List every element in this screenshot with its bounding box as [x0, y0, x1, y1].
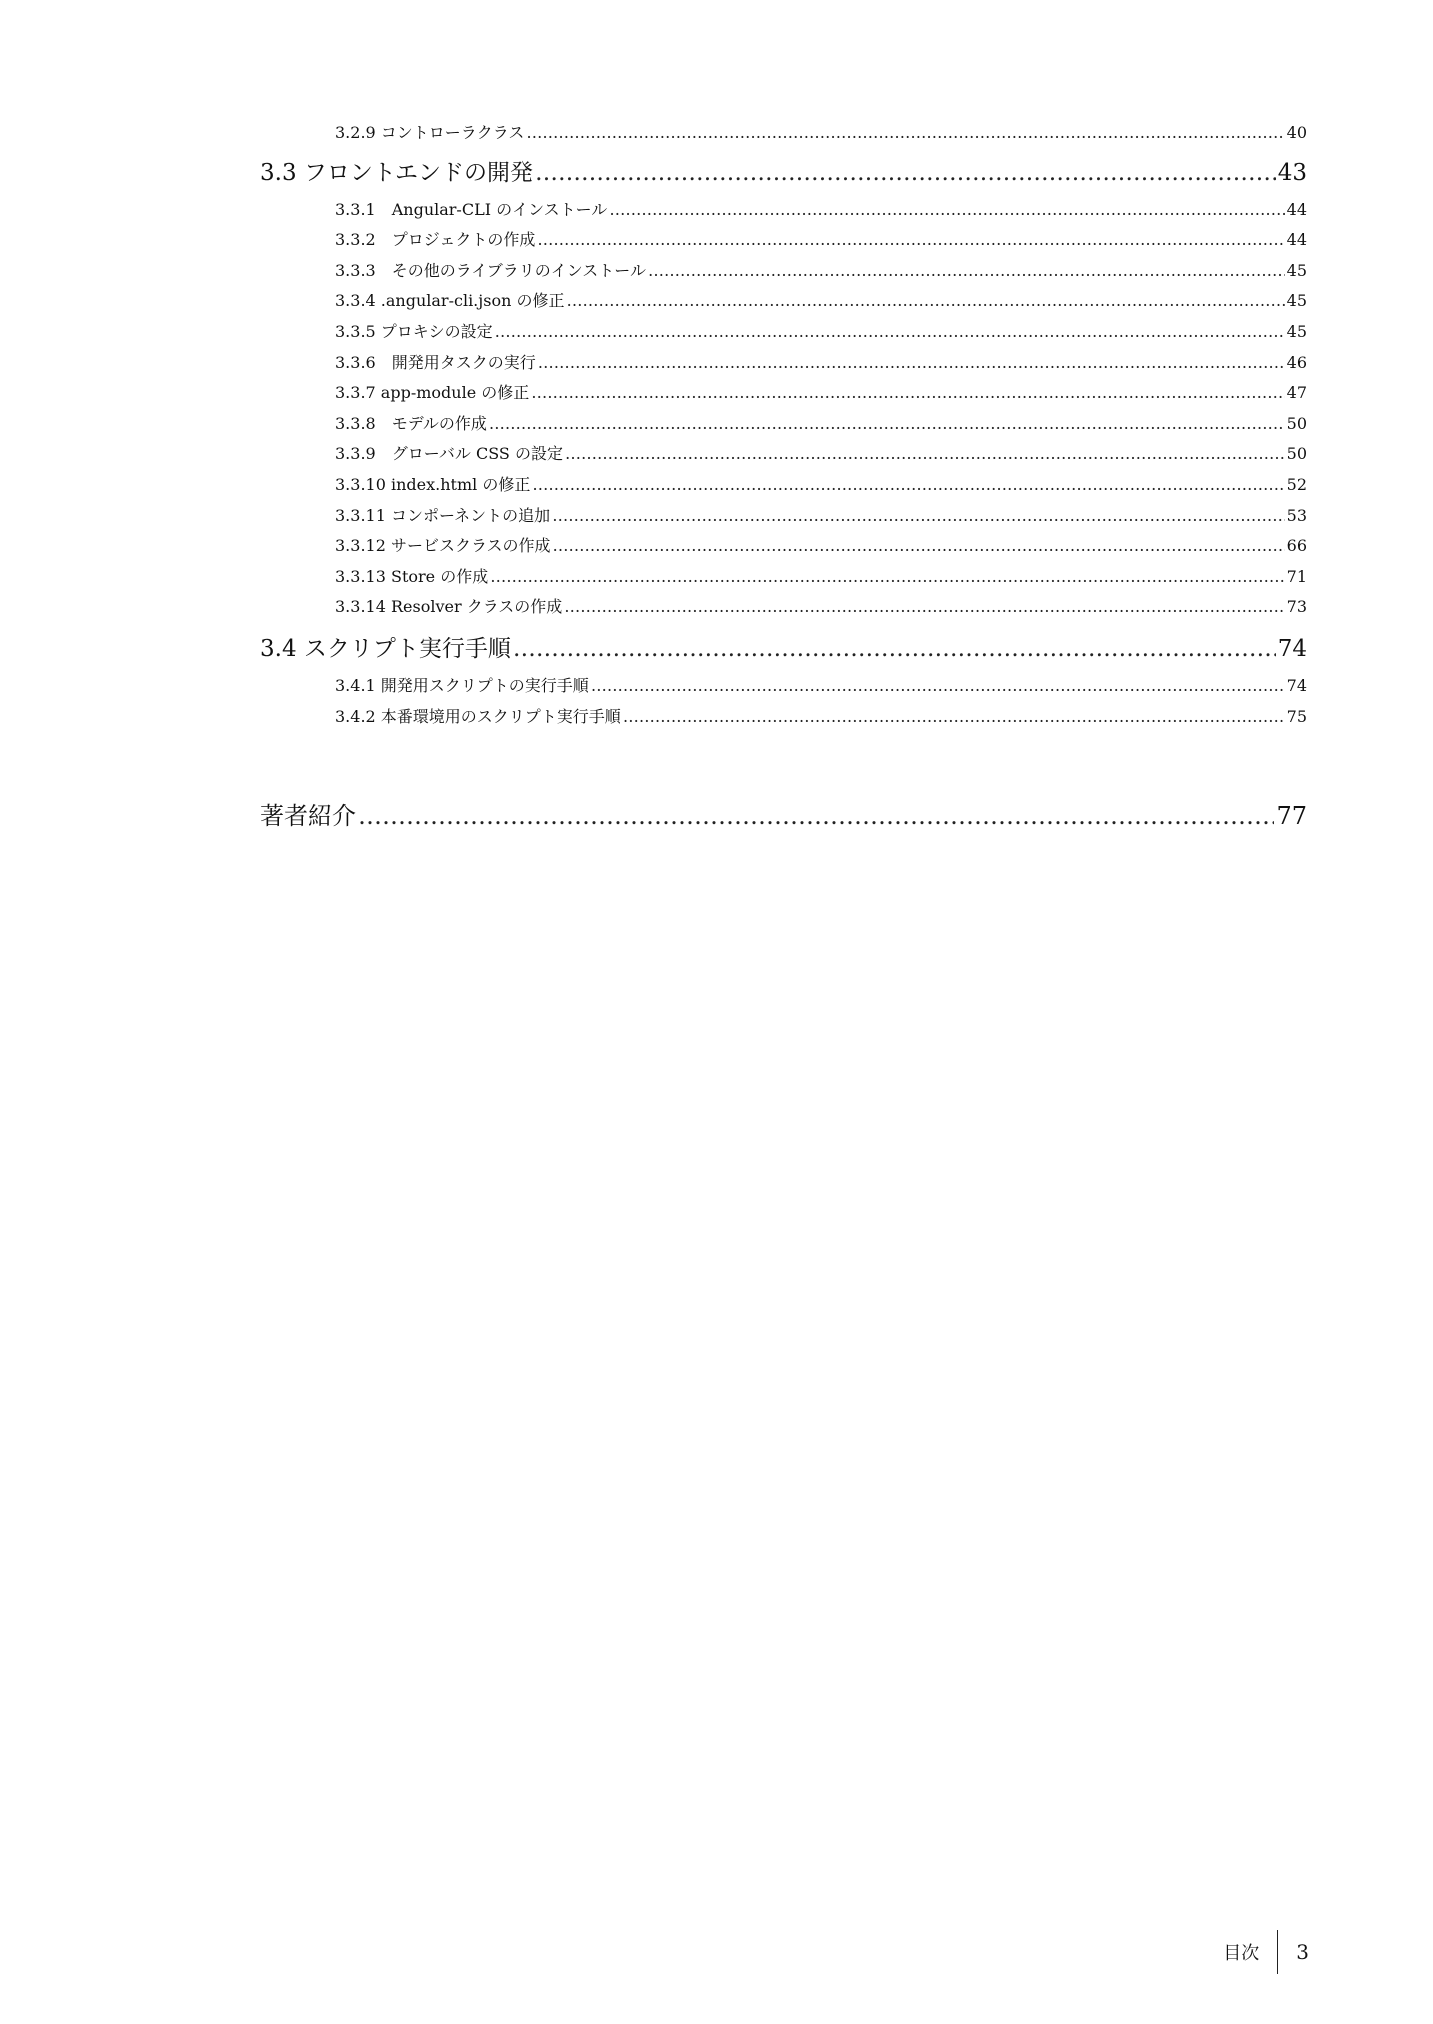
toc-entry-page: 73 [1286, 597, 1307, 617]
toc-entry-3-3-4[interactable] [335, 286, 1307, 317]
table-of-contents [260, 118, 1307, 840]
toc-entry-page: 71 [1286, 566, 1307, 586]
toc-section-page: 74 [1277, 635, 1307, 662]
leader-dots [526, 118, 1284, 149]
toc-author-label: 著者紹介 [260, 802, 356, 831]
leader-dots [358, 792, 1274, 840]
toc-entry-label: 3.3.6 開発用タスクの実行 [335, 352, 536, 372]
leader-dots [609, 195, 1284, 226]
leader-dots [591, 671, 1285, 702]
toc-entry-3-3-2[interactable] [335, 225, 1307, 256]
toc-entry-label: 3.3.1 Angular-CLI のインストール [335, 199, 608, 219]
toc-entry-page: 40 [1286, 123, 1307, 142]
toc-author-page: 77 [1276, 802, 1307, 831]
toc-entry-label: 3.3.13 Store の作成 [335, 566, 489, 586]
toc-entry-page: 74 [1286, 675, 1307, 695]
toc-entry-label: 3.3.14 Resolver クラスの作成 [335, 597, 563, 617]
toc-section-page: 43 [1277, 159, 1307, 186]
toc-entry-page: 46 [1286, 352, 1307, 372]
toc-entry-3-3-3[interactable] [335, 256, 1307, 287]
toc-entry-label: 3.2.9 コントローラクラス [335, 123, 525, 142]
leader-dots [489, 409, 1285, 440]
leader-dots [490, 562, 1284, 593]
toc-entry-3-3-12[interactable] [335, 531, 1307, 562]
toc-entry-page: 47 [1286, 383, 1307, 403]
leader-dots [513, 627, 1276, 671]
leader-dots [532, 470, 1284, 501]
leader-dots [538, 348, 1285, 379]
toc-section-label: 3.4 スクリプト実行手順 [260, 635, 511, 662]
toc-entry-3-4-2[interactable] [335, 702, 1307, 733]
toc-entry-page: 50 [1286, 413, 1307, 433]
toc-entry-page: 44 [1286, 199, 1307, 219]
toc-entry-3-3-10[interactable] [335, 470, 1307, 501]
page-footer [1223, 1930, 1309, 1974]
toc-entry-page: 50 [1286, 444, 1307, 464]
page-number: 3 [1296, 1940, 1309, 1964]
toc-entry-3-3-9[interactable] [335, 439, 1307, 470]
leader-dots [648, 256, 1285, 287]
leader-dots [535, 151, 1276, 195]
toc-entry-label: 3.4.1 開発用スクリプトの実行手順 [335, 675, 589, 695]
leader-dots [566, 286, 1284, 317]
toc-entry-label: 3.3.5 プロキシの設定 [335, 321, 493, 341]
toc-entry-page: 45 [1286, 260, 1307, 280]
leader-dots [537, 225, 1284, 256]
toc-entry-label: 3.3.9 グローバル CSS の設定 [335, 444, 563, 464]
toc-entry-3-2-9[interactable] [335, 118, 1307, 149]
leader-dots [553, 531, 1285, 562]
leader-dots [565, 439, 1285, 470]
toc-entry-label: 3.3.8 モデルの作成 [335, 413, 487, 433]
leader-dots [495, 317, 1285, 348]
toc-entry-label: 3.3.2 プロジェクトの作成 [335, 230, 536, 250]
leader-dots [564, 592, 1284, 623]
toc-author-entry[interactable] [260, 792, 1307, 840]
toc-section-label: 3.3 フロントエンドの開発 [260, 159, 533, 186]
toc-entry-label: 3.3.4 .angular-cli.json の修正 [335, 291, 565, 311]
toc-entry-3-3-11[interactable] [335, 501, 1307, 532]
toc-entry-3-3-14[interactable] [335, 592, 1307, 623]
toc-section-3-3[interactable] [260, 151, 1307, 195]
toc-entry-page: 45 [1286, 291, 1307, 311]
toc-entry-label: 3.3.11 コンポーネントの追加 [335, 505, 551, 525]
footer-divider [1277, 1930, 1278, 1974]
leader-dots [623, 702, 1285, 733]
toc-entry-label: 3.4.2 本番環境用のスクリプト実行手順 [335, 706, 621, 726]
toc-entry-3-4-1[interactable] [335, 671, 1307, 702]
toc-entry-page: 52 [1286, 474, 1307, 494]
leader-dots [531, 378, 1284, 409]
toc-entry-3-3-8[interactable] [335, 409, 1307, 440]
toc-entry-3-3-5[interactable] [335, 317, 1307, 348]
toc-entry-page: 53 [1286, 505, 1307, 525]
toc-entry-page: 66 [1286, 536, 1307, 556]
toc-entry-label: 3.3.12 サービスクラスの作成 [335, 536, 551, 556]
toc-entry-label: 3.3.7 app-module の修正 [335, 383, 530, 403]
toc-entry-3-3-6[interactable] [335, 348, 1307, 379]
toc-entry-label: 3.3.10 index.html の修正 [335, 474, 531, 494]
toc-entry-label: 3.3.3 その他のライブラリのインストール [335, 260, 646, 280]
toc-section-3-4[interactable] [260, 627, 1307, 671]
toc-entry-3-3-13[interactable] [335, 562, 1307, 593]
leader-dots [552, 501, 1284, 532]
toc-entry-page: 75 [1286, 706, 1307, 726]
toc-entry-3-3-1[interactable] [335, 195, 1307, 226]
footer-label: 目次 [1223, 1943, 1260, 1964]
toc-entry-page: 44 [1286, 230, 1307, 250]
toc-entry-3-3-7[interactable] [335, 378, 1307, 409]
toc-entry-page: 45 [1286, 321, 1307, 341]
